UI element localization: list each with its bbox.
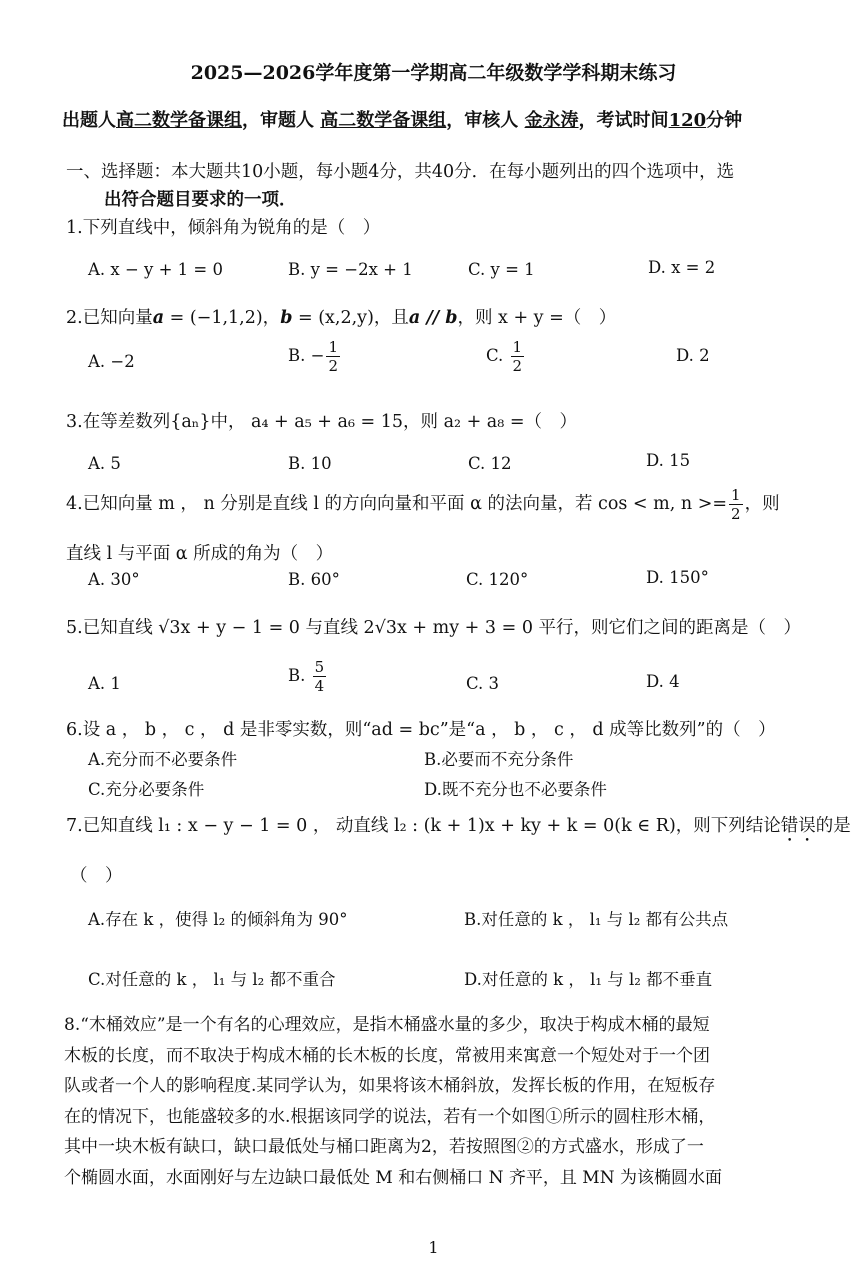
q8-paragraph: [64, 1010, 824, 1193]
q2-vector-a-value: = (−1,1,2)，: [164, 308, 281, 328]
q3-option-d: D. 15: [646, 451, 691, 470]
q7-option-d: D.对任意的 k ， l₁ 与 l₂ 都不垂直: [464, 970, 713, 989]
meta-checker: 金永涛: [524, 110, 579, 131]
q4-stem: [66, 486, 780, 523]
q6-option-c: C.充分必要条件: [88, 780, 205, 799]
exam-meta: [62, 106, 742, 132]
q7-stem-tail: 的是: [815, 816, 851, 836]
fraction-numerator: 1: [328, 338, 338, 356]
q1-option-c: C. y = 1: [468, 260, 535, 279]
q1-option-a: A. x − y + 1 = 0: [88, 260, 223, 279]
q2-option-a: A. −2: [88, 352, 135, 371]
q5-stem: 5.已知直线 √3x + y − 1 = 0 与直线 2√3x + my + 3 = 0 平行，则它们之间的距离是（ ）: [66, 618, 802, 638]
q2-vector-b: b: [280, 308, 293, 328]
q6-option-b: B.必要而不充分条件: [424, 750, 574, 769]
fraction-numerator: 1: [512, 338, 523, 356]
section-heading-cont: 出符合题目要求的一项．: [104, 190, 297, 210]
q8-line-4: 在的情况下，也能盛较多的水.根据该同学的说法，若有一个如图①所示的圆柱形木桶，: [64, 1106, 716, 1127]
meta-reviewer-label: ，审题人: [242, 110, 314, 131]
meta-checker-label: ，审核人: [446, 110, 519, 131]
q2-option-b-label: B. −: [288, 346, 325, 365]
q7-option-b: B.对任意的 k ， l₁ 与 l₂ 都有公共点: [464, 910, 729, 929]
q8-line-3: 队或者一个人的影响程度.某同学认为，如果将该木桶斜放，发挥长板的作用，在短板存: [64, 1076, 716, 1096]
fraction-denominator: 4: [314, 677, 325, 695]
meta-time-label: ，考试时间: [578, 110, 669, 131]
q4-option-b: B. 60°: [288, 570, 340, 589]
page-title: 2025—2026学年度第一学期高二年级数学学科期末练习: [190, 62, 677, 84]
q2-option-d: D. 2: [676, 346, 710, 365]
q1-option-b: B. y = −2x + 1: [288, 260, 413, 279]
q7-stem: [66, 812, 851, 846]
section-heading: 一、选择题：本大题共10小题，每小题4分，共40分．在每小题列出的四个选项中，选: [66, 162, 735, 182]
fraction-denominator: 2: [328, 357, 338, 375]
q2-option-c: [486, 338, 526, 375]
q3-option-b: B. 10: [288, 454, 332, 473]
q5-option-b-label: B.: [288, 666, 306, 685]
q8-line-6: 个椭圆水面，水面刚好与左边缺口最低处 M 和右侧桶口 N 齐平，且 MN 为该椭圆水面: [64, 1167, 722, 1188]
q7-option-a: A.存在 k ，使得 l₂ 的倾斜角为 90°: [88, 910, 348, 929]
q4-option-d: D. 150°: [646, 568, 709, 587]
q7-stem-text: 7.已知直线 l₁ : x − y − 1 = 0 ， 动直线 l₂ : (k + 1)x + ky + k = 0(k ∈ R)，则下列结论: [66, 816, 781, 836]
q2-vector-b-value: = (x,2,y)，且: [292, 308, 409, 328]
q6-option-a: A.充分而不必要条件: [88, 750, 238, 769]
q6-option-d: D.既不充分也不必要条件: [424, 780, 607, 799]
q7-answer-paren: （ ）: [70, 866, 123, 886]
q8-line-2: 木板的长度，而不取决于构成木桶的长木板的长度，常被用来寓意一个短处对于一个团: [64, 1045, 710, 1066]
meta-time-unit: 分钟: [706, 110, 743, 131]
q4-stem-text: 4.已知向量 m ， n 分别是直线 l 的方向向量和平面 α 的法向量，若 cos < m, n >=: [66, 494, 728, 514]
q4-option-c: C. 120°: [466, 570, 529, 589]
q2-option-c-fraction: [511, 338, 525, 375]
fraction-numerator: 5: [314, 658, 325, 676]
q2-stem-tail: ，则 x + y =（ ）: [457, 308, 617, 328]
q4-fraction: [729, 486, 743, 523]
page-number: 1: [428, 1238, 439, 1257]
q5-option-a: A. 1: [88, 674, 121, 693]
q3-option-a: A. 5: [88, 454, 121, 473]
fraction-numerator: 1: [731, 486, 741, 504]
q3-stem: 3.在等差数列{aₙ}中， a₄ + a₅ + a₆ = 15，则 a₂ + a₈ =（ ）: [66, 412, 577, 432]
fraction-denominator: 2: [512, 357, 523, 375]
q6-stem: 6.设 a ， b ， c ， d 是非零实数，则“ad = bc”是“a ， b ， c ， d 成等比数列”的（ ）: [66, 720, 776, 740]
q7-emphasis: 错误: [780, 816, 816, 836]
q4-stem-tail: ，则: [744, 494, 780, 514]
q2-parallel: a // b: [408, 308, 458, 328]
q8-line-1: 8.“木桶效应”是一个有名的心理效应，是指木桶盛水量的多少，取决于构成木桶的最短: [64, 1015, 710, 1035]
meta-reviewer: 高二数学备课组: [320, 110, 447, 131]
meta-author: 高二数学备课组: [116, 110, 242, 131]
q2-stem: [66, 304, 616, 329]
q8-line-5: 其中一块木板有缺口，缺口最低处与桶口距离为2，若按照图②的方式盛水，形成了一: [64, 1137, 704, 1157]
q5-option-b-fraction: [313, 658, 327, 695]
q2-option-b: [288, 338, 342, 375]
q7-option-c: C.对任意的 k ， l₁ 与 l₂ 都不重合: [88, 970, 336, 989]
fraction-denominator: 2: [731, 505, 741, 523]
q3-option-c: C. 12: [468, 454, 512, 473]
q5-option-b: [288, 658, 328, 695]
q2-vector-a: a: [152, 308, 165, 328]
q4-option-a: A. 30°: [88, 570, 140, 589]
q5-option-d: D. 4: [646, 672, 680, 691]
q2-option-c-label: C.: [486, 346, 504, 365]
q1-option-d: D. x = 2: [648, 258, 716, 277]
meta-prefix: 出题人: [62, 110, 116, 131]
q5-option-c: C. 3: [466, 674, 500, 693]
q2-option-b-fraction: [326, 338, 340, 375]
q2-stem-text: 2.已知向量: [66, 308, 153, 328]
meta-time-value: 120: [668, 110, 707, 131]
q1-stem: 1.下列直线中，倾斜角为锐角的是（ ）: [66, 218, 381, 238]
q4-stem-line2: 直线 l 与平面 α 所成的角为（ ）: [66, 544, 334, 564]
